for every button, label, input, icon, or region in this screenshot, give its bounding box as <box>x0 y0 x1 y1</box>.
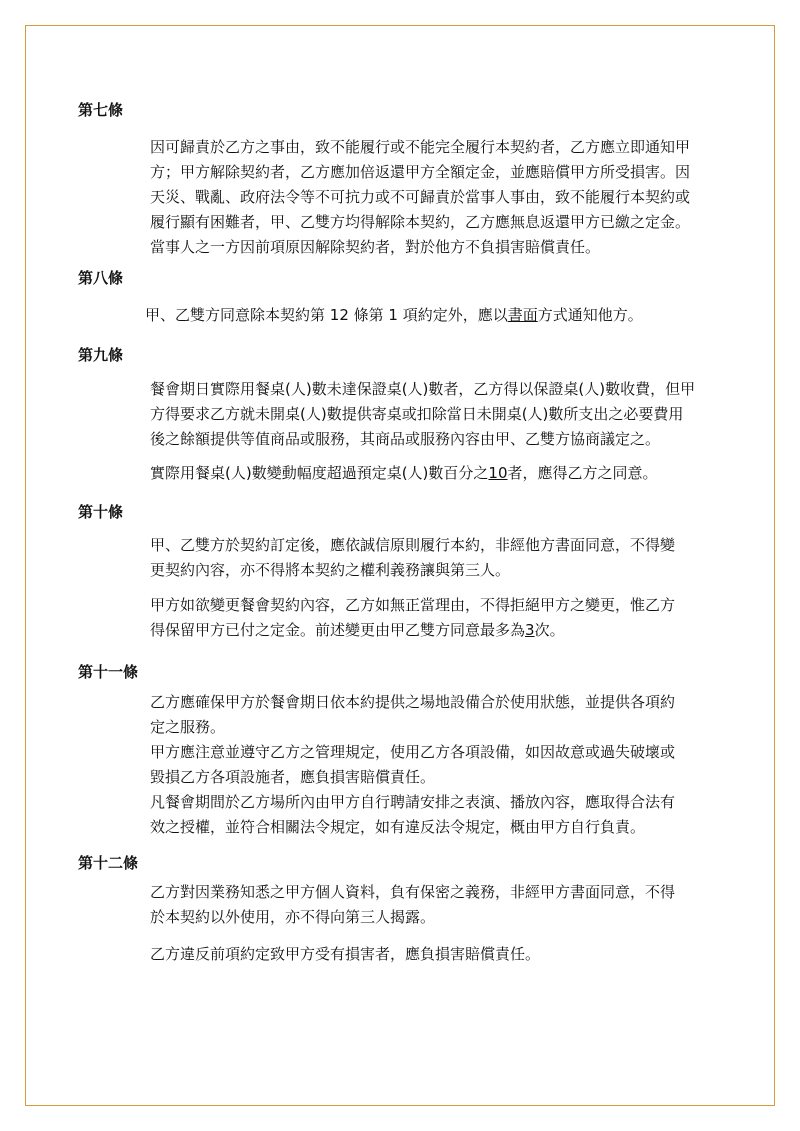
article-11-line: 甲方應注意並遵守乙方之管理規定，使用乙方各項設備，如因故意或過失破壞或 <box>150 743 676 761</box>
article-7-line: 因可歸責於乙方之事由，致不能履行或不能完全履行本契約者，乙方應立即通知甲 <box>150 138 691 156</box>
article-10-text: 得保留甲方已付之定金。前述變更由甲乙雙方同意最多為 <box>150 621 526 639</box>
article-10-underlined: 3 <box>525 621 535 639</box>
article-11-line: 效之授權，並符合相關法令規定，如有違反法令規定，概由甲方自行負責。 <box>150 818 646 836</box>
article-11-line: 凡餐會期間於乙方場所內由甲方自行聘請安排之表演、播放內容，應取得合法有 <box>150 793 676 811</box>
article-10-line: 甲、乙雙方於契約訂定後，應依誠信原則履行本約，非經他方書面同意，不得變 <box>150 536 676 554</box>
article-9-paragraph-1 <box>150 377 695 452</box>
article-11-line: 毀損乙方各項設施者，應負損害賠償責任。 <box>150 768 436 786</box>
article-8-text-end: 方式通知他方。 <box>537 306 643 324</box>
article-10-paragraph-1 <box>150 533 675 583</box>
article-10-line: 甲方如欲變更餐會契約內容，乙方如無正當理由，不得拒絕甲方之變更，惟乙方 <box>150 596 676 614</box>
article-12-heading: 第十二條 <box>78 854 139 872</box>
article-7-line: 方；甲方解除契約者，乙方應加倍返還甲方全額定金，並應賠償甲方所受損害。因 <box>150 163 691 181</box>
article-12-line: 於本契約以外使用，亦不得向第三人揭露。 <box>150 908 436 926</box>
article-11-line: 定之服務。 <box>150 718 226 736</box>
article-9-heading: 第九條 <box>78 346 124 364</box>
article-8-text: 甲、乙雙方同意除本契約第 12 條第 1 項約定外，應以 <box>145 306 508 324</box>
article-10-paragraph-2 <box>150 593 675 643</box>
article-8-heading: 第八條 <box>78 269 124 287</box>
article-11-heading: 第十一條 <box>78 663 139 681</box>
article-8-paragraph <box>145 303 643 328</box>
article-7-heading: 第七條 <box>78 101 124 119</box>
article-9-line: 餐會期日實際用餐桌(人)數未達保證桌(人)數者，乙方得以保證桌(人)數收費，但甲 <box>150 380 696 398</box>
article-10-line <box>150 618 675 643</box>
article-9-text: 實際用餐桌(人)數變動幅度超過預定桌(人)數百分之 <box>150 464 489 482</box>
article-7-paragraph <box>150 135 690 260</box>
article-12-paragraph-1 <box>150 880 675 930</box>
article-11-line: 乙方應確保甲方於餐會期日依本約提供之場地設備合於使用狀態，並提供各項約 <box>150 693 676 711</box>
article-7-line: 當事人之一方因前項原因解除契約者，對於他方不負損害賠償責任。 <box>150 238 601 256</box>
article-10-line: 更契約內容，亦不得將本契約之權利義務讓與第三人。 <box>150 561 511 579</box>
article-12-text: 乙方違反前項約定致甲方受有損害者，應負損害賠償責任。 <box>150 945 541 963</box>
article-9-underlined: 10 <box>488 464 508 482</box>
article-8-underlined: 書面 <box>507 306 538 324</box>
article-9-line: 後之餘額提供等值商品或服務，其商品或服務內容由甲、乙雙方協商議定之。 <box>150 430 661 448</box>
article-7-line: 履行顯有困難者，甲、乙雙方均得解除本契約，乙方應無息返還甲方已繳之定金。 <box>150 213 691 231</box>
article-7-line: 天災、戰亂、政府法令等不可抗力或不可歸責於當事人事由，致不能履行本契約或 <box>150 188 691 206</box>
article-9-text-end: 者，應得乙方之同意。 <box>507 464 658 482</box>
article-9-paragraph-2 <box>150 461 658 486</box>
article-9-line: 方得要求乙方就未開桌(人)數提供寄桌或扣除當日未開桌(人)數所支出之必要費用 <box>150 405 684 423</box>
article-10-text-end: 次。 <box>534 621 565 639</box>
article-12-paragraph-2 <box>150 942 540 967</box>
article-11-paragraph <box>150 690 675 840</box>
article-10-heading: 第十條 <box>78 503 124 521</box>
article-12-line: 乙方對因業務知悉之甲方個人資料，負有保密之義務，非經甲方書面同意，不得 <box>150 883 676 901</box>
